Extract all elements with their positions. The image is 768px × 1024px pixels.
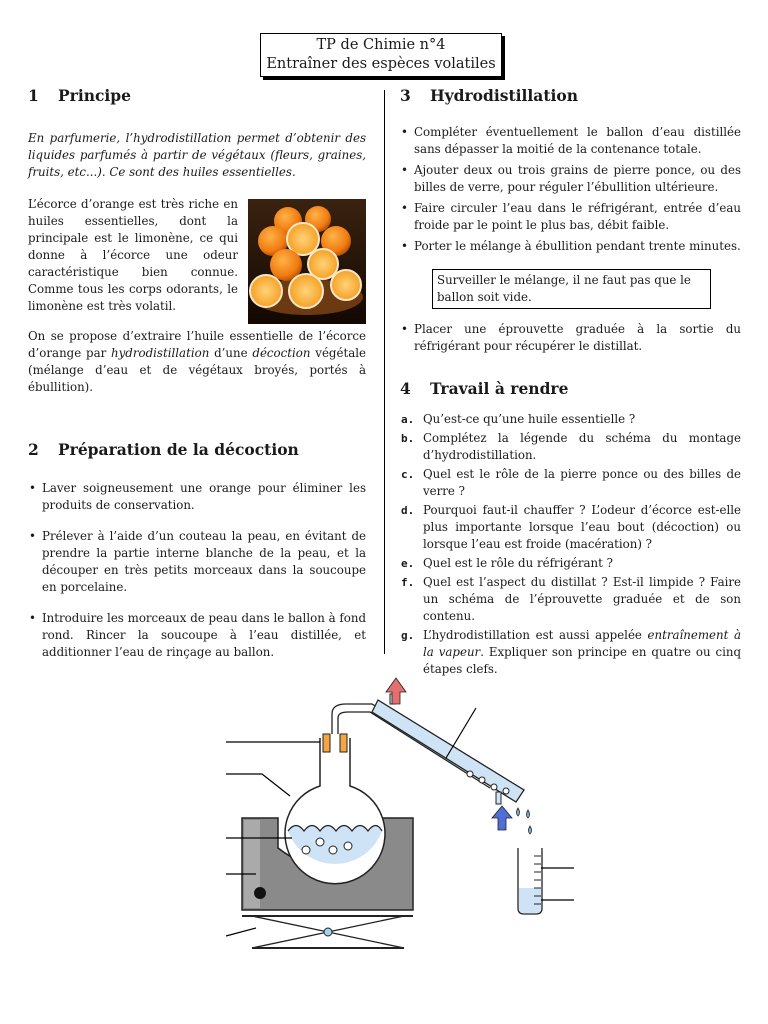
heater-button <box>254 887 266 899</box>
list-item <box>28 480 366 514</box>
preparation-list <box>28 480 366 661</box>
bullet: • <box>401 201 408 215</box>
list-item-text: Porter le mélange à ébullition pendant trente minutes. <box>414 239 741 253</box>
list-item <box>28 528 366 596</box>
list-item-text: Introduire les morceaux de peau dans le ballon à fond rond. Rincer la soucoupe à l’eau distillée, et additionner l’eau de rinçage au ballon. <box>42 611 366 659</box>
list-item <box>28 610 366 661</box>
section-title: Travail à rendre <box>430 379 569 398</box>
list-item <box>400 124 741 158</box>
section-number: 4 <box>400 379 411 398</box>
list-item <box>400 200 741 234</box>
left-column <box>28 86 366 661</box>
question-label: a. <box>401 413 415 426</box>
extraction-em-2: décoction <box>252 346 311 360</box>
oranges-photo <box>248 199 366 324</box>
question-text-end: . Expliquer son principe en quatre ou cinq étapes clefs. <box>423 645 741 676</box>
list-item-text: Faire circuler l’eau dans le réfrigérant, entrée d’eau froide par le point le plus bas, débit faible. <box>414 201 741 232</box>
section-title: Préparation de la décoction <box>58 440 299 459</box>
question-text: Qu’est-ce qu’une huile essentielle ? <box>423 412 636 426</box>
list-item-text: Prélever à l’aide d’un couteau la peau, en évitant de prendre la partie interne blanche de la peau, et la découper en très petits morceaux dans la soucoupe en porcelaine. <box>42 529 366 594</box>
title-box <box>260 33 502 77</box>
extraction-text-a: On se propose d’extraire l’huile essentielle de l’écorce d’orange par <box>28 329 366 360</box>
distillation-diagram <box>0 668 768 968</box>
column-divider <box>384 90 385 654</box>
water-inlet-arrow <box>492 806 512 830</box>
questions-list <box>400 411 741 678</box>
section-3-heading <box>400 86 741 106</box>
question-label: d. <box>401 504 415 517</box>
question-label: g. <box>401 629 415 642</box>
question-label: f. <box>401 576 415 589</box>
title-line-2: Entraîner des espèces volatiles <box>266 56 496 72</box>
graduated-cylinder <box>518 848 542 914</box>
orange-paragraph: L’écorce d’orange est très riche en huiles essentielles, dont la principale est le limonène, ce qui donne à l’écorce une odeur caractéristique bien connue. Comme tous les corps odorants, le limonène est très volatil. <box>28 197 238 313</box>
right-column <box>400 86 741 680</box>
section-2-heading <box>28 440 366 460</box>
section-number: 1 <box>28 86 39 105</box>
question-item <box>400 502 741 553</box>
extraction-em-1: hydrodistillation <box>111 346 210 360</box>
question-label: e. <box>401 557 415 570</box>
question-item <box>400 555 741 572</box>
lab-jack <box>242 916 413 948</box>
orange-paragraph-block <box>28 196 366 315</box>
question-item <box>400 430 741 464</box>
warning-box: Surveiller le mélange, il ne faut pas que le ballon soit vide. <box>432 269 711 309</box>
title-line-1: TP de Chimie n°4 <box>316 37 446 53</box>
question-emphasis: entraînement à la vapeur <box>423 628 741 659</box>
bullet: • <box>29 481 36 495</box>
list-item <box>400 321 741 355</box>
bullet: • <box>401 125 408 139</box>
question-text: Quel est le rôle de la pierre ponce ou des billes de verre ? <box>423 467 741 498</box>
list-item-text: Ajouter deux ou trois grains de pierre ponce, ou des billes de verre, pour réguler l’ébullition ultérieure. <box>414 163 741 194</box>
question-label: c. <box>401 468 415 481</box>
bullet: • <box>401 239 408 253</box>
section-1-heading <box>28 86 366 106</box>
question-item <box>400 574 741 625</box>
question-text: Complétez la légende du schéma du montage d’hydrodistillation. <box>423 431 741 462</box>
section-number: 2 <box>28 440 39 459</box>
list-item <box>400 238 741 255</box>
question-text: Quel est l’aspect du distillat ? Est-il limpide ? Faire un schéma de l’éprouvette graduée et de son contenu. <box>423 575 741 623</box>
list-item-text: Laver soigneusement une orange pour éliminer les produits de conservation. <box>42 481 366 512</box>
section-title: Principe <box>58 86 132 105</box>
bullet: • <box>401 163 408 177</box>
extraction-text-b: d’une <box>209 346 253 360</box>
extraction-text-c: végétale (mélange d’eau et de végétaux broyés, portés à ébullition). <box>28 346 366 394</box>
question-text: Pourquoi faut-il chauffer ? L’odeur d’écorce est-elle plus importante lorsque l’eau bout (décoction) ou lorsque l’eau est froide (macération) ? <box>423 503 741 551</box>
section-4-heading <box>400 379 741 399</box>
question-text: L’hydrodistillation est aussi appelée <box>423 628 648 642</box>
water-outlet-arrow <box>386 678 406 704</box>
bullet: • <box>29 529 36 543</box>
list-item <box>400 162 741 196</box>
question-label: b. <box>401 432 415 445</box>
extraction-paragraph <box>28 328 366 396</box>
bullet: • <box>401 322 408 336</box>
bullet: • <box>29 611 36 625</box>
section-number: 3 <box>400 86 411 105</box>
intro-paragraph: En parfumerie, l’hydrodistillation permet d’obtenir des liquides parfumés à partir de végétaux (fleurs, graines, fruits, etc...). Ce sont des huiles essentielles. <box>28 131 366 179</box>
hydrodistillation-list-end <box>400 321 741 355</box>
question-item <box>400 466 741 500</box>
section-title: Hydrodistillation <box>430 86 578 105</box>
list-item-text: Placer une éprouvette graduée à la sortie du réfrigérant pour récupérer le distillat. <box>414 322 741 353</box>
round-flask <box>285 734 385 884</box>
hydrodistillation-list <box>400 124 741 255</box>
question-item <box>400 411 741 428</box>
list-item-text: Compléter éventuellement le ballon d’eau distillée sans dépasser la moitié de la contenance totale. <box>414 125 741 156</box>
question-text: Quel est le rôle du réfrigérant ? <box>423 556 613 570</box>
